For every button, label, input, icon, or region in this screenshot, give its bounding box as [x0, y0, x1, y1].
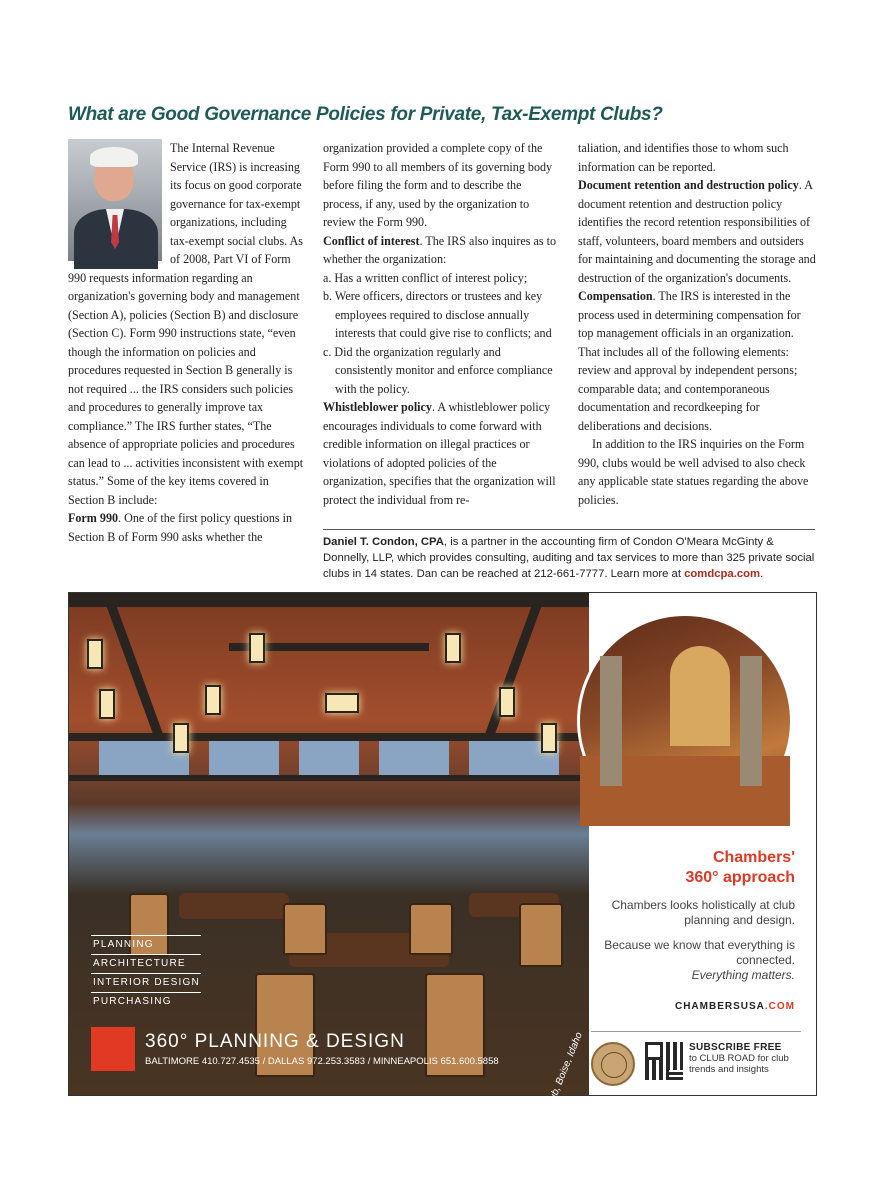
qr-code-icon[interactable] — [645, 1042, 683, 1080]
document-retention-paragraph — [578, 176, 816, 287]
closing-paragraph: In addition to the IRS inquiries on the Form 990, clubs would be well advised to also check any applicable state statues regarding the above policies. — [578, 437, 809, 507]
services-list — [91, 935, 201, 1011]
col3-continuation: taliation, and identifies those to whom such information can be reported. — [578, 141, 789, 174]
col2-continuation: organization provided a complete copy of the Form 990 to all members of its governing body before filing the form and to describe the process, if any, used by the organization to review the Form 990. — [323, 141, 553, 229]
subscribe-text: to CLUB ROAD for club trends and insights — [689, 1053, 789, 1075]
form990-text: . One of the first policy questions in Section B of Form 990 asks whether the — [68, 511, 293, 544]
bio-link[interactable]: comdcpa.com — [684, 568, 761, 580]
ad-url-main: CHAMBERSUSA — [674, 1001, 765, 1012]
document-retention-text: . A document retention and destruction policy identifies the record retention responsibilities of staff, volunteers, board members and outsiders for maintaining and documenting the storage and destruction of the organization's documents. — [578, 178, 816, 285]
form990-heading: Form 990 — [68, 511, 119, 525]
intro-paragraph: The Internal Revenue Service (IRS) is increasing its focus on good corporate governance for tax-exempt organizations, including tax-exempt social clubs. As of 2008, Part VI of Form 990 requests information regarding an organization's governing body and management (Section A), policies (Section B) and disclosure (Section C). Form 990 instructions state, “even though the information on policies and procedures requested in Section B generally is not required ... the IRS considers such policies and procedures to generally improve tax compliance.” The IRS further states, “The absence of appropriate policies and procedures can lead to ... activities inconsistent with exempt status.” Some of the key items covered in Section B include: — [68, 141, 304, 507]
ad-body-1: Chambers looks holistically at club planning and design. — [611, 898, 795, 927]
subscribe-text-block — [689, 1042, 807, 1075]
whistleblower-text: . A whistleblower policy encourages individuals to come forward with credible information on illegal practices or violations of adopted policies of the organization, specifies that the organization will protect the individual from re- — [323, 400, 556, 507]
compensation-paragraph — [578, 287, 816, 435]
compensation-heading: Compensation — [578, 289, 653, 303]
article-column-2 — [323, 139, 561, 509]
list-item: b. Were officers, directors or trustees and key employees required to disclose annually interests that could give rise to conflicts; and — [323, 289, 552, 340]
coi-text: . The IRS also inquires as to whether the organization: — [323, 233, 557, 266]
bio-end: . — [760, 568, 764, 580]
compensation-text: . The IRS is interested in the process used in determining compensation for top management officials in an organization. That includes all of the following elements: review and approval by independent persons; comparable data; and contemporaneous documentation and recordkeeping for deliberations and decisions. — [578, 289, 801, 433]
ad-copy — [589, 848, 795, 1012]
dining-room-photo — [69, 593, 589, 1181]
subscribe-block — [591, 1031, 801, 1075]
author-name: Daniel T. Condon, CPA — [323, 536, 444, 548]
brand-name: 360° PLANNING & DESIGN — [145, 1031, 405, 1052]
author-bio — [323, 529, 815, 582]
ad-headline-line-2: 360° approach — [685, 869, 795, 886]
brand-logo-square — [91, 1027, 135, 1071]
coi-heading: Conflict of interest — [323, 233, 420, 248]
ad-headline-line-1: Chambers' — [712, 849, 795, 866]
article-title: What are Good Governance Policies for Private, Tax-Exempt Clubs? — [68, 104, 663, 125]
service-item: PURCHASING — [91, 992, 201, 1011]
service-item: INTERIOR DESIGN — [91, 973, 201, 992]
brand-office-phones: BALTIMORE 410.727.4535 / DALLAS 972.253.3583 / MINNEAPOLIS 651.600.5858 — [145, 1056, 499, 1067]
list-item: c. Did the organization regularly and consistently monitor and enforce compliance with the policy. — [323, 344, 553, 396]
service-item: PLANNING — [91, 935, 201, 954]
photo-credit: Hillcrest Country Club, Boise, Idaho — [515, 1030, 585, 1181]
author-photo — [68, 139, 162, 261]
chambers-advertisement — [68, 592, 817, 1181]
lobby-photo — [577, 613, 793, 829]
list-item: a. Has a written conflict of interest policy; — [323, 270, 528, 285]
service-item: ARCHITECTURE — [91, 954, 201, 973]
bio-text: , is a partner in the accounting firm of Condon O'Meara McGinty & Donnelly, LLP, which provides consulting, auditing and tax services to more than 325 private social clubs in 14 states. Dan can be reached at 212-661-7777. Learn more at — [323, 536, 815, 580]
coi-paragraph — [323, 232, 561, 269]
whistleblower-heading: Whistleblower policy — [323, 400, 432, 414]
form990-paragraph — [68, 509, 304, 546]
article-column-1 — [68, 139, 304, 546]
ad-body-2: Because we know that everything is connected. — [604, 938, 795, 967]
club-road-seal-icon — [591, 1042, 635, 1086]
document-retention-heading: Document retention and destruction policy — [578, 178, 799, 192]
ad-url-tld: .COM — [764, 1001, 795, 1012]
whistleblower-paragraph — [323, 398, 561, 509]
ad-tagline: Everything matters. — [691, 968, 795, 982]
article-column-3 — [578, 139, 816, 509]
subscribe-heading: SUBSCRIBE FREE — [689, 1042, 782, 1053]
ad-url[interactable] — [589, 1001, 795, 1012]
